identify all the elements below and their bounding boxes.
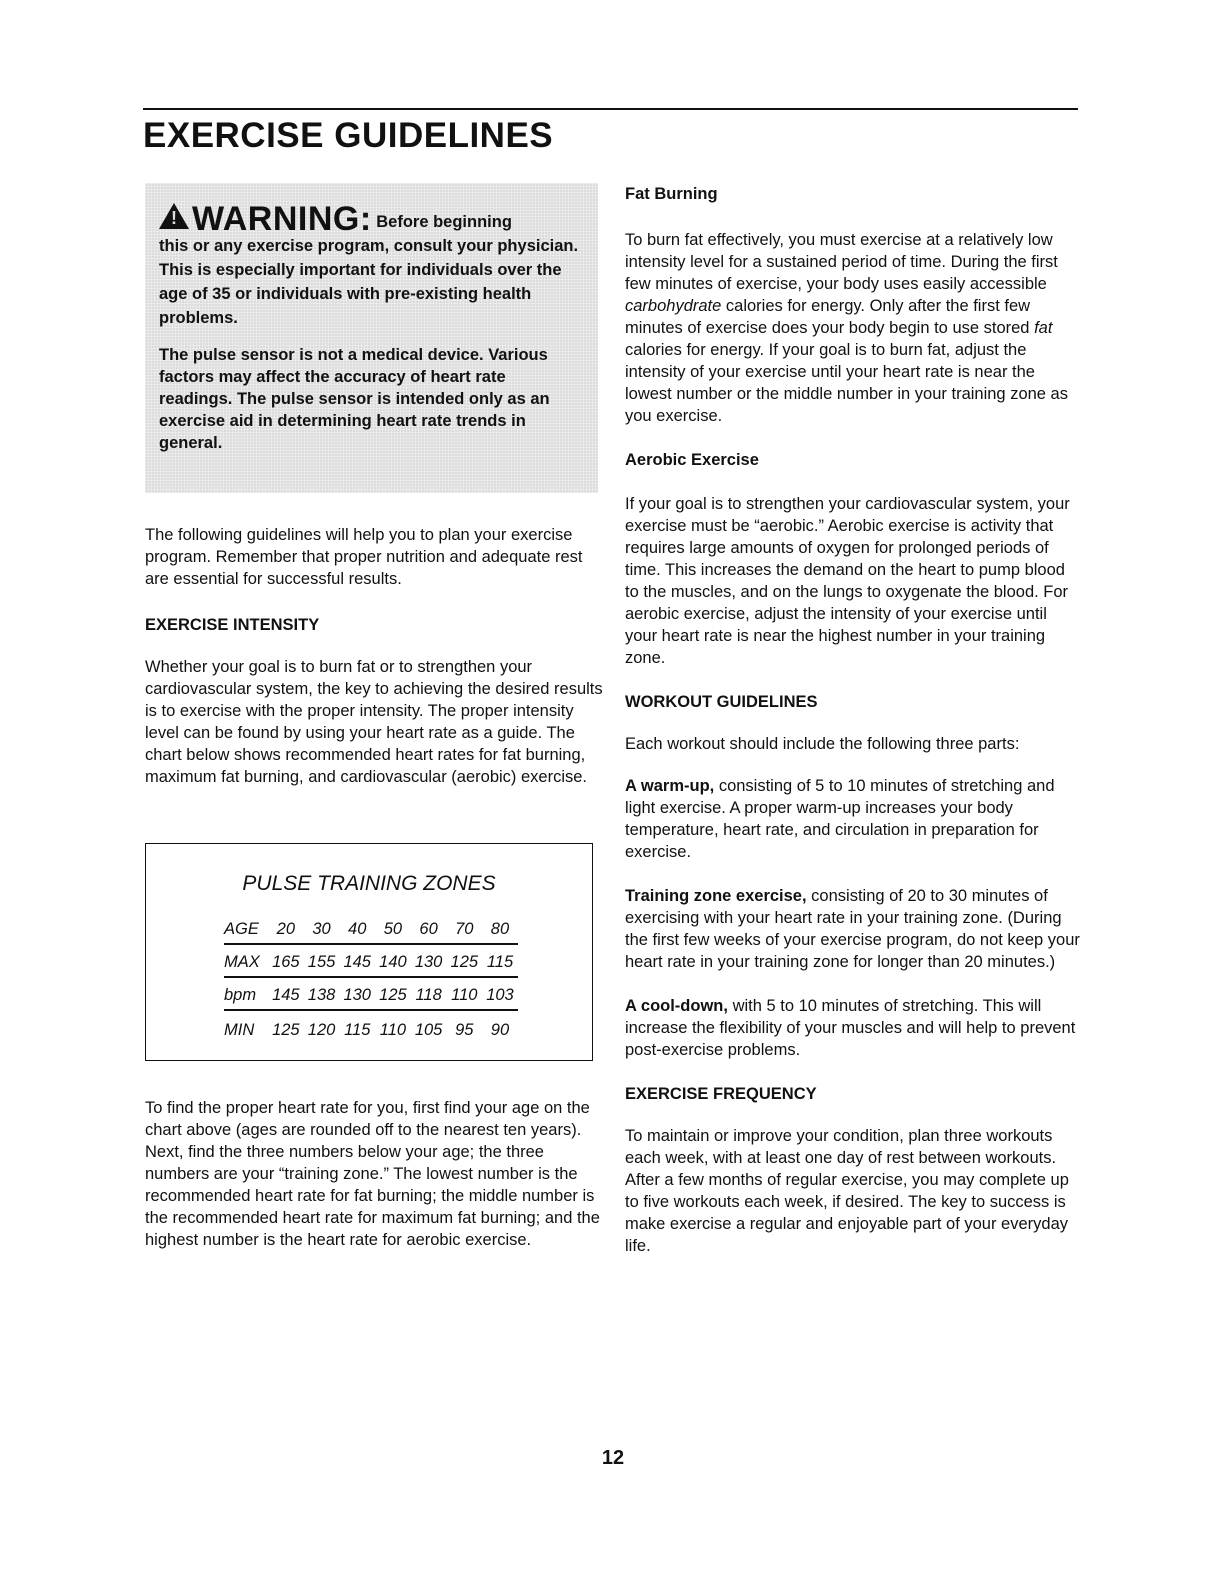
fat-burning-paragraph: [625, 229, 1080, 427]
fat-text-2: calories for energy. Only after the first few minutes of exercise does your body begin to use stored: [625, 297, 1031, 337]
exercise-intensity-heading: EXERCISE INTENSITY: [145, 616, 320, 634]
zone-cell: 30: [312, 920, 331, 938]
fat-emphasis-fat: fat: [1034, 319, 1053, 337]
training-zone-paragraph: [625, 885, 1080, 973]
warm-up-lead: A warm-up,: [625, 777, 715, 795]
zone-row-bpm: [224, 978, 518, 1011]
fat-burning-heading: Fat Burning: [625, 185, 718, 203]
zone-cell: 110: [451, 986, 478, 1004]
workout-intro: Each workout should include the following three parts:: [625, 735, 1020, 753]
zone-cell: 95: [455, 1021, 474, 1039]
warning-heading: [159, 200, 579, 238]
fat-emphasis-carbohydrate: carbohydrate: [625, 297, 722, 315]
intro-paragraph: The following guidelines will help you to plan your exercise program. Remember that proper nutrition and adequate rest are essential for successful results.: [145, 526, 583, 588]
warning-triangle-icon: [159, 203, 189, 229]
zone-row-min: [224, 1011, 518, 1044]
zone-cell: 145: [343, 953, 371, 971]
zone-cell: 80: [490, 920, 510, 938]
warning-lead: Before beginning: [376, 213, 512, 231]
warning-text-2: The pulse sensor is not a medical device. Various factors may affect the accuracy of heart rate readings. The pulse sensor is intended only as an exercise aid in determining heart rate trends in general.: [159, 346, 550, 452]
warm-up-text: consisting of 5 to 10 minutes of stretching and light exercise. A proper warm-up increases your body temperature, heart rate, and circulation in preparation for exercise.: [625, 777, 1055, 861]
zone-cell: 60: [419, 920, 438, 938]
page-number: 12: [601, 1447, 625, 1469]
zone-cell: 40: [348, 920, 367, 938]
zone-cell: 110: [379, 1021, 407, 1039]
cool-down-paragraph: [625, 995, 1080, 1061]
zone-cell: 120: [307, 1021, 336, 1039]
aerobic-exercise-heading: Aerobic Exercise: [625, 451, 759, 469]
zone-cell: 165: [272, 953, 300, 971]
aerobic-exercise-paragraph: If your goal is to strengthen your cardiovascular system, your exercise must be “aerobic.” Aerobic exercise is activity that requires large amounts of oxygen for prolonged periods of time. This increases the demand on the heart to pump blood to the muscles, and on the lungs to oxygenate the blood. For aerobic exercise, adjust the intensity of your exercise until your heart rate is near the highest number in your training zone.: [625, 495, 1070, 667]
zone-cell: 103: [486, 986, 514, 1004]
zone-row-label: AGE: [224, 920, 259, 938]
zone-cell: 20: [276, 920, 296, 938]
zone-cell: 138: [307, 986, 336, 1004]
zone-row-max: [224, 945, 518, 978]
zone-cell: 140: [379, 953, 407, 971]
warm-up-paragraph: [625, 775, 1080, 863]
zone-cell: 125: [379, 986, 407, 1004]
exercise-frequency-heading: EXERCISE FREQUENCY: [625, 1085, 817, 1103]
exercise-intensity-paragraph: Whether your goal is to burn fat or to strengthen your cardiovascular system, the key to achieving the desired results is to exercise with the proper intensity. The proper intensity level can be found by using your heart rate as a guide. The chart below shows recommended heart rates for fat burning, maximum fat burning, and cardiovascular (aerobic) exercise.: [145, 658, 603, 786]
chart-title: PULSE TRAINING ZONES: [242, 872, 496, 895]
exercise-frequency-paragraph: To maintain or improve your condition, plan three workouts each week, with at least one day of rest between workouts. After a few months of regular exercise, you may complete up to five workouts each week, if desired. The key to success is make exercise a regular and enjoyable part of your everyday life.: [625, 1127, 1069, 1255]
left-column-top: [145, 524, 603, 788]
pulse-training-zones-chart: [145, 843, 593, 1061]
zone-row-label: bpm: [224, 986, 257, 1004]
training-zone-text: consisting of 20 to 30 minutes of exercising with your heart rate in your training zone. (During the first few weeks of your exercise program, do not keep your heart rate in your training zone for longer than 20 minutes.): [625, 887, 1080, 971]
right-column: [625, 183, 1080, 1257]
zone-cell: 130: [343, 986, 371, 1004]
zone-cell: 115: [344, 1021, 371, 1039]
zone-cell: 118: [415, 986, 442, 1004]
title-rule: [143, 108, 1078, 110]
zone-cell: 155: [307, 953, 336, 971]
training-zone-lead: Training zone exercise,: [625, 887, 807, 905]
workout-guidelines-heading: WORKOUT GUIDELINES: [625, 693, 818, 711]
page-title: EXERCISE GUIDELINES: [143, 116, 554, 155]
zone-cell: 115: [486, 953, 514, 971]
fat-text-1: To burn fat effectively, you must exercise at a relatively low intensity level for a sustained period of time. During the first few minutes of exercise, your body uses easily accessible: [625, 231, 1058, 293]
find-heart-rate-paragraph: To find the proper heart rate for you, first find your age on the chart above (ages are rounded off to the nearest ten years). Next, find the three numbers below your age; the three numbers are your “training zone.” The lowest number is the recommended heart rate for fat burning; the middle number is the recommended heart rate for maximum fat burning; and the highest number is the heart rate for aerobic exercise.: [145, 1099, 600, 1249]
zone-row-label: MIN: [224, 1021, 255, 1039]
cool-down-text: with 5 to 10 minutes of stretching. This will increase the flexibility of your muscles and will help to prevent post-exercise problems.: [625, 997, 1076, 1059]
zone-row-label: MAX: [224, 953, 260, 971]
warning-text-1: this or any exercise program, consult your physician. This is especially important for individuals over the age of 35 or individuals with pre-existing health problems.: [159, 237, 579, 327]
zone-cell: 145: [272, 986, 300, 1004]
zone-cell: 70: [455, 920, 474, 938]
zone-row-age: [224, 912, 518, 945]
left-column-bottom: [145, 1097, 607, 1251]
zone-cell: 125: [272, 1021, 300, 1039]
zone-cell: 125: [450, 953, 479, 971]
zone-table: [224, 912, 518, 1044]
warning-box: [145, 183, 598, 493]
fat-text-3: calories for energy. If your goal is to burn fat, adjust the intensity of your exercise until your heart rate is near the lowest number or the middle number in your training zone as you exercise.: [625, 341, 1068, 425]
cool-down-lead: A cool-down,: [625, 997, 728, 1015]
zone-cell: 50: [383, 920, 403, 938]
zone-cell: 105: [414, 1021, 443, 1039]
warning-word: WARNING:: [192, 200, 372, 238]
zone-cell: 90: [490, 1021, 510, 1039]
zone-cell: 130: [414, 953, 443, 971]
